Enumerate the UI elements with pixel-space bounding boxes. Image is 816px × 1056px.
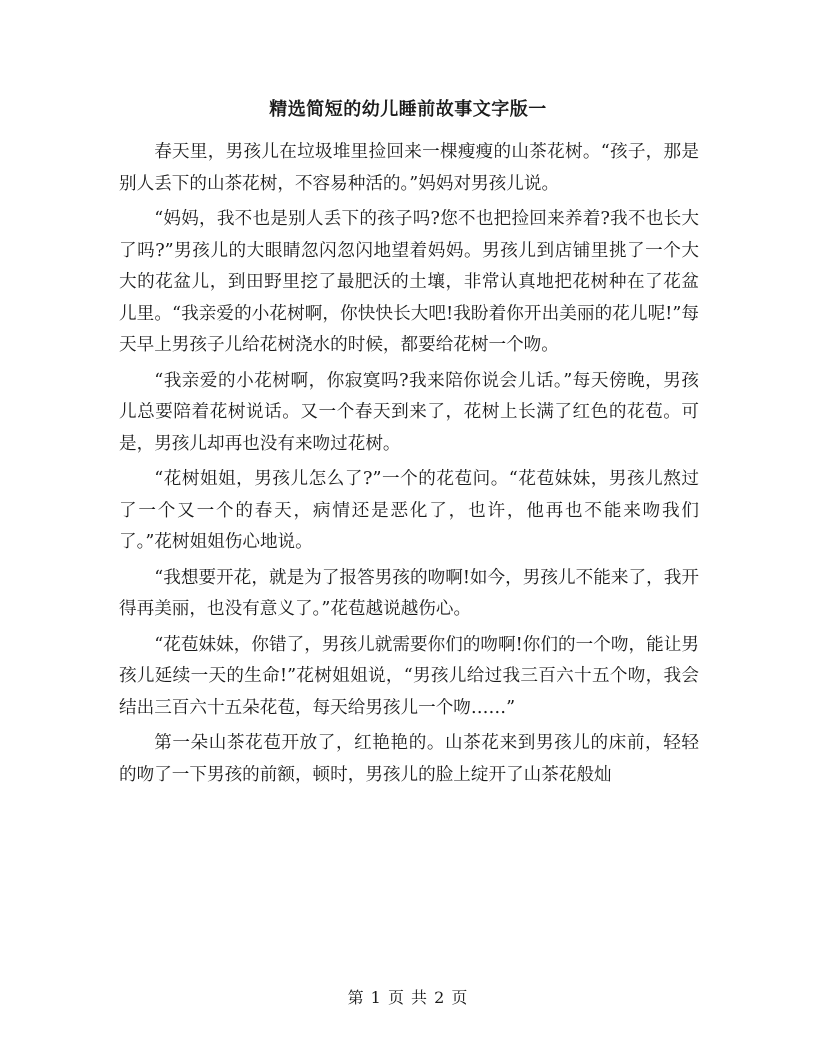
paragraph-5: “我想要开花，就是为了报答男孩的吻啊!如今，男孩儿不能来了，我开得再美丽，也没有意义了。”花苞越说越伤心。 [119,567,699,619]
page-number-footer: 第 1 页 共 2 页 [347,988,469,1007]
paragraph-7: 第一朵山茶花苞开放了，红艳艳的。山茶花来到男孩儿的床前，轻轻的吻了一下男孩的前额，顿时，男孩儿的脸上绽开了山茶花般灿 [119,733,699,785]
paragraph-4: “花树姐姐，男孩儿怎么了?”一个的花苞问。“花苞妹妹，男孩儿熬过了一个又一个的春天，病情还是恶化了，也许，他再也不能来吻我们了。”花树姐姐伤心地说。 [119,469,699,552]
paragraph-6: “花苞妹妹，你错了，男孩儿就需要你们的吻啊!你们的一个吻，能让男孩儿延续一天的生命!”花树姐姐说，“男孩儿给过我三百六十五个吻，我会结出三百六十五朵花苞，每天给男孩儿一个吻……” [119,634,699,718]
paragraph-3: “我亲爱的小花树啊，你寂寞吗?我来陪你说会儿话。”每天傍晚，男孩儿总要陪着花树说话。又一个春天到来了，花树上长满了红色的花苞。可是，男孩儿却再也没有来吻过花树。 [119,370,699,454]
document-title: 精选简短的幼儿睡前故事文字版一 [269,99,547,120]
paragraph-1: 春天里，男孩儿在垃圾堆里捡回来一棵瘦瘦的山茶花树。“孩子，那是别人丢下的山茶花树，不容易种活的。”妈妈对男孩儿说。 [119,142,699,194]
paragraph-2: “妈妈，我不也是别人丢下的孩子吗?您不也把捡回来养着?我不也长大了吗?”男孩儿的大眼睛忽闪忽闪地望着妈妈。男孩儿到店铺里挑了一个大大的花盆儿，到田野里挖了最肥沃的土壤，非常认真地把花树种在了花盆儿里。“我亲爱的小花树啊，你快快长大吧!我盼着你开出美丽的花儿呢!”每天早上男孩子儿给花树浇水的时候，都要给花树一个吻。 [119,209,699,355]
story-body [119,137,699,795]
